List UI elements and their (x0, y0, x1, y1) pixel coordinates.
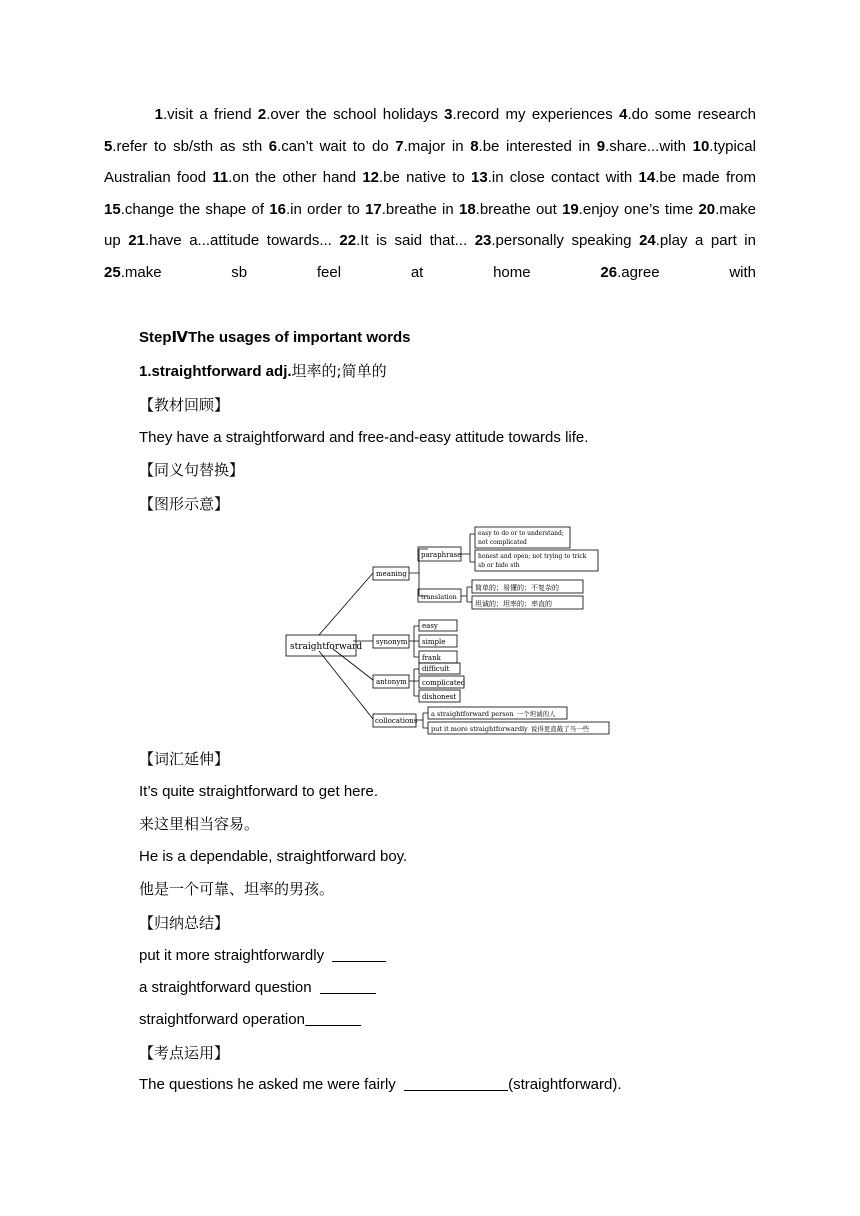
summary-blank-1[interactable] (332, 947, 386, 962)
diagram-collocations: collocations (375, 717, 418, 725)
phrase-number: 1 (154, 106, 164, 123)
phrase-number: 8 (470, 137, 479, 155)
phrase-number: 24 (639, 232, 656, 250)
section-exam-title: 【考点运用】 (139, 1044, 230, 1062)
phrase-item (128, 232, 332, 249)
phrase-text: .make sb feel at home (120, 263, 531, 281)
phrase-number: 10 (692, 137, 710, 155)
phrase-text: .change the shape of (120, 200, 265, 218)
summary-item-2-text: a straightforward question (139, 979, 312, 996)
phrase-item (597, 138, 686, 155)
phrase-item (362, 169, 465, 186)
extension-example-2-cn: 他是一个可靠、坦率的男孩。 (139, 880, 335, 898)
phrase-item (459, 201, 557, 218)
phrase-item (444, 106, 613, 123)
diagram-para2-line1: honest and open; not trying to trick (478, 553, 587, 560)
word-map-diagram (283, 523, 613, 739)
phrase-number: 13 (471, 169, 488, 187)
diagram-col1-en: a straightforward person (431, 710, 514, 718)
summary-blank-3[interactable] (305, 1011, 361, 1026)
phrase-item (600, 264, 756, 281)
phrase-item (562, 201, 693, 218)
summary-item-1 (139, 946, 386, 966)
phrase-item (470, 138, 590, 155)
phrase-item (155, 106, 252, 123)
phrase-text: .be interested in (478, 137, 591, 155)
phrase-item (365, 201, 454, 218)
diagram-para2-line2: sb or hide sth (478, 562, 520, 569)
phrase-text: .be made from (655, 169, 756, 187)
phrase-text: .typical Australian food (104, 137, 756, 187)
phrase-text: .play a part in (655, 232, 756, 250)
phrase-text: .can’t wait to do (277, 137, 389, 155)
phrase-item (104, 138, 262, 155)
summary-item-3 (139, 1010, 361, 1030)
diagram-syn-1: simple (422, 638, 446, 646)
diagram-meaning: meaning (376, 570, 407, 578)
diagram-para1-line1: easy to do or to understand; (478, 530, 564, 537)
summary-item-1-text: put it more straightforwardly (139, 947, 325, 964)
phrase-text: .visit a friend (163, 106, 252, 123)
phrase-item (269, 138, 389, 155)
exam-sentence-before: The questions he asked me were fairly (139, 1076, 396, 1093)
diagram-ant-2: dishonest (422, 693, 457, 701)
phrase-text: .breathe out (475, 200, 557, 218)
phrase-number: 9 (596, 137, 606, 155)
phrase-number: 25 (104, 263, 121, 281)
phrase-item (104, 264, 531, 281)
phrase-text: .share...with (605, 137, 686, 155)
phrase-number: 22 (339, 232, 357, 250)
summary-item-2 (139, 978, 376, 998)
diagram-col2 (431, 724, 590, 733)
phrase-item (619, 106, 756, 123)
section-extension-title: 【词汇延伸】 (139, 750, 230, 768)
phrase-text: .major in (403, 137, 464, 155)
phrase-item (104, 201, 264, 218)
diagram-trans1: 简单的；易懂的；不复杂的 (475, 584, 559, 592)
phrase-text: .It is said that... (356, 232, 468, 250)
phrase-number: 11 (212, 169, 229, 187)
phrase-number: 5 (104, 137, 113, 155)
phrase-number: 16 (269, 200, 286, 218)
exam-sentence (139, 1075, 622, 1095)
phrase-item (471, 169, 632, 186)
phrase-number: 21 (128, 232, 145, 250)
phrase-text: .on the other hand (228, 169, 357, 187)
phrase-list (104, 99, 756, 289)
phrase-item (475, 232, 632, 249)
section-synonym-title: 【同义句替换】 (139, 461, 245, 479)
phrase-text: .in close contact with (487, 169, 633, 187)
phrase-item (212, 169, 356, 186)
phrase-text: .personally speaking (491, 232, 632, 250)
summary-item-3-text: straightforward operation (139, 1011, 305, 1028)
phrase-item (395, 138, 463, 155)
phrase-number: 2 (257, 106, 267, 123)
exam-blank[interactable] (404, 1076, 508, 1091)
diagram-ant-0: difficult (422, 665, 450, 673)
phrase-number: 23 (474, 232, 492, 250)
diagram-col2-en: put it more straightforwardly (431, 725, 528, 733)
diagram-paraphrase: paraphrase (421, 551, 462, 559)
phrase-text: .make up (104, 200, 756, 250)
diagram-syn-2: frank (422, 654, 441, 662)
phrase-number: 6 (268, 137, 278, 155)
phrase-item (258, 106, 438, 123)
phrase-text: .be native to (379, 169, 465, 187)
phrase-number: 7 (395, 137, 404, 155)
phrase-text: .record my experiences (452, 106, 613, 123)
diagram-trans2: 坦诚的；坦率的；率直的 (475, 600, 552, 608)
phrase-number: 18 (458, 200, 476, 218)
phrase-number: 14 (638, 169, 656, 187)
phrase-number: 26 (600, 263, 618, 281)
phrase-item (269, 201, 360, 218)
phrase-number: 15 (104, 200, 121, 218)
extension-example-1-en: It’s quite straightforward to get here. (139, 783, 379, 800)
extension-example-1-cn: 来这里相当容易。 (139, 815, 260, 833)
review-sentence: They have a straightforward and free-and-easy attitude towards life. (139, 429, 589, 446)
diagram-ant-1: complicated (422, 679, 466, 687)
phrase-text: .have a...attitude towards... (144, 232, 332, 250)
step-heading: StepⅣThe usages of important words (139, 329, 411, 346)
phrase-text: .do some research (627, 106, 756, 123)
diagram-col1-cn: 一个坦诚的人 (516, 710, 556, 718)
diagram-root: straightforward (290, 642, 363, 652)
diagram-col1 (431, 709, 556, 718)
exam-sentence-after: (straightforward). (508, 1076, 622, 1093)
phrase-item (339, 232, 467, 249)
phrase-number: 17 (365, 200, 382, 218)
section-diagram-title: 【图形示意】 (139, 495, 230, 513)
phrase-text: .over the school holidays (266, 106, 438, 123)
phrase-number: 20 (698, 200, 716, 218)
extension-example-2-en: He is a dependable, straightforward boy. (139, 848, 408, 865)
phrase-number: 3 (444, 106, 453, 123)
diagram-para1-line2: not complicated (478, 539, 527, 546)
diagram-col2-cn: 说得更直截了当一些 (530, 725, 590, 733)
phrase-number: 19 (562, 200, 579, 218)
phrase-item (639, 232, 756, 249)
phrase-text: .agree with (617, 263, 757, 281)
section-summary-title: 【归纳总结】 (139, 914, 230, 932)
phrase-text: .enjoy one’s time (578, 200, 694, 218)
phrase-text: .breathe in (381, 200, 454, 218)
word-heading-cn: 坦率的;简单的 (291, 362, 387, 380)
phrase-item (639, 169, 757, 186)
section-review-title: 【教材回顾】 (139, 396, 230, 414)
phrase-number: 4 (619, 106, 628, 123)
word-heading (139, 361, 387, 382)
phrase-number: 12 (362, 169, 379, 187)
diagram-synonym: synonym (376, 638, 408, 646)
diagram-antonym: antonym (376, 678, 407, 686)
word-heading-en: 1.straightforward adj. (139, 363, 292, 380)
phrase-text: .in order to (285, 200, 360, 218)
diagram-translation: translation (421, 593, 457, 601)
diagram-syn-0: easy (422, 622, 438, 630)
phrase-text: .refer to sb/sth as sth (112, 137, 263, 155)
summary-blank-2[interactable] (320, 979, 376, 994)
